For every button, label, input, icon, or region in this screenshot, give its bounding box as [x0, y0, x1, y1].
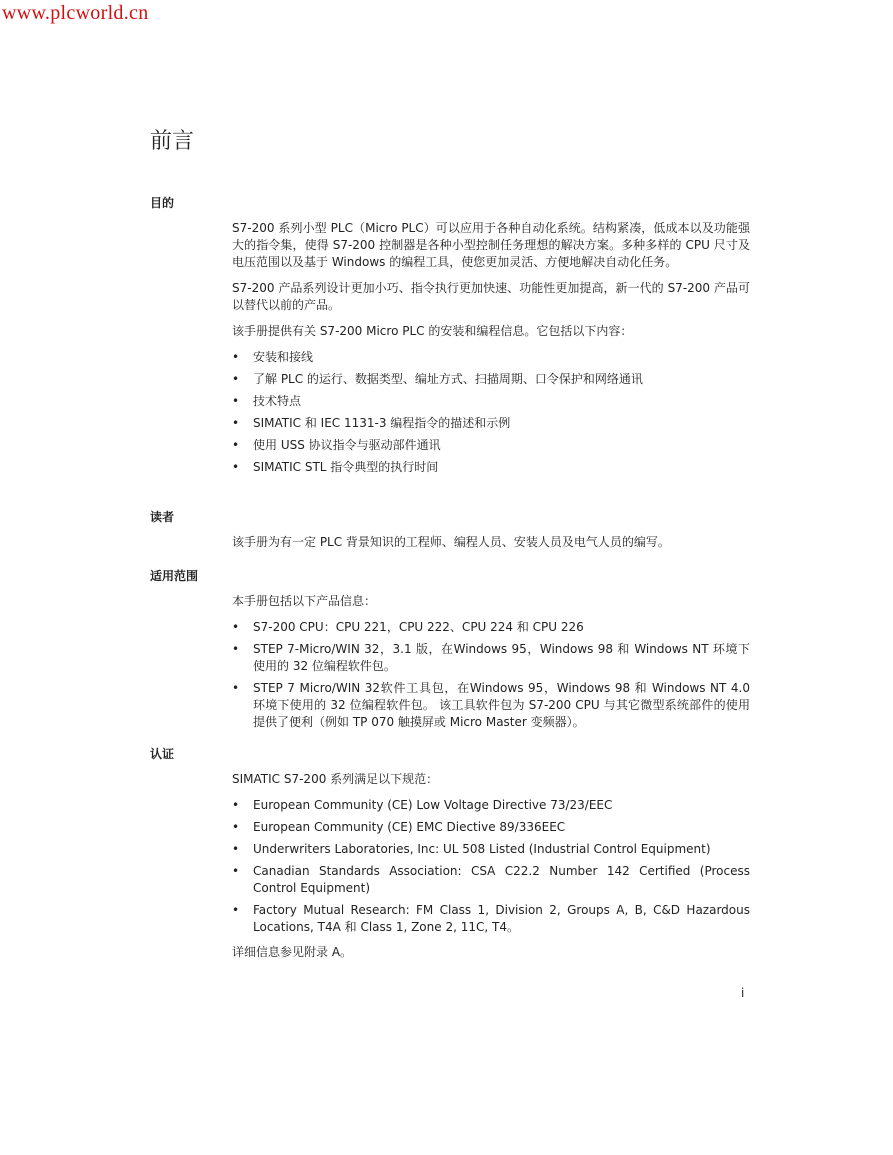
- paragraph: 详细信息参见附录 A。: [232, 945, 353, 959]
- bullet-icon: •: [232, 842, 240, 856]
- section-body-scope: [232, 593, 750, 736]
- paragraph: 该手册提供有关 S7-200 Micro PLC 的安装和编程信息。它包括以下内容：: [232, 324, 633, 338]
- bullet-icon: •: [232, 350, 240, 364]
- paragraph: S7-200 系列小型 PLC（Micro PLC）可以应用于各种自动化系统。结构紧凑，低成本以及功能强大的指令集，使得 S7-200 控制器是各种小型控制任务理想的解决方案。多种多样的 CPU 尺寸及电压范围以及基于 Windows 的编程工具，使您更加灵活、方便地解决自动化任务。: [232, 221, 750, 269]
- list-item: • 了解 PLC 的运行、数据类型、编址方式、扫描周期、口令保护和网络通讯: [232, 372, 643, 386]
- section-body-certification: [232, 771, 750, 970]
- section-heading-audience: 读者: [150, 510, 175, 524]
- list-item: • STEP 7 Micro/WIN 32软件工具包，在Windows 95，Windows 98 和 Windows NT 4.0 环境下使用的 32 位编程软件包。 该工具软件包为 S7-200 CPU 与其它微型系统部件的使用提供了便利（例如 TP 070 触摸屏或 Micro Master 变频器）。: [232, 681, 750, 729]
- list-item: • 技术特点: [232, 394, 302, 408]
- list-item: • European Community (CE) EMC Diective 89/336EEC: [232, 820, 566, 834]
- section-heading-purpose: 目的: [150, 196, 175, 210]
- paragraph: 本手册包括以下产品信息：: [232, 594, 377, 608]
- section-heading-scope: 适用范围: [150, 569, 199, 583]
- list-item: • Underwriters Laboratories, Inc: UL 508 Listed (Industrial Control Equipment): [232, 842, 711, 856]
- bullet-icon: •: [232, 820, 240, 834]
- section-body-purpose: [232, 220, 750, 481]
- bullet-list: [232, 349, 750, 476]
- bullet-icon: •: [232, 460, 240, 474]
- bullet-icon: •: [232, 864, 240, 878]
- bullet-icon: •: [232, 394, 240, 408]
- list-item: • Factory Mutual Research: FM Class 1, Division 2, Groups A, B, C&D Hazardous Locations, T4A 和 Class 1, Zone 2, 11C, T4。: [232, 903, 750, 934]
- page-title: 前言: [150, 129, 195, 154]
- bullet-icon: •: [232, 681, 240, 695]
- bullet-icon: •: [232, 438, 240, 452]
- list-item: • European Community (CE) Low Voltage Directive 73/23/EEC: [232, 798, 613, 812]
- bullet-icon: •: [232, 903, 240, 917]
- bullet-icon: •: [232, 642, 240, 656]
- list-item: • S7-200 CPU：CPU 221，CPU 222、CPU 224 和 CPU 226: [232, 620, 584, 634]
- list-item: • 使用 USS 协议指令与驱动部件通讯: [232, 438, 441, 452]
- list-item: • Canadian Standards Association: CSA C22.2 Number 142 Certified (Process Control Equipment): [232, 864, 750, 895]
- list-item: • SIMATIC 和 IEC 1131-3 编程指令的描述和示例: [232, 416, 511, 430]
- bullet-list: [232, 797, 750, 936]
- section-heading-certification: 认证: [150, 747, 175, 761]
- list-item: • STEP 7-Micro/WIN 32，3.1 版，在Windows 95，Windows 98 和 Windows NT 环境下使用的 32 位编程软件包。: [232, 642, 750, 673]
- bullet-icon: •: [232, 372, 240, 386]
- bullet-icon: •: [232, 620, 240, 634]
- page-number: i: [741, 986, 745, 1000]
- list-item: • SIMATIC STL 指令典型的执行时间: [232, 460, 439, 474]
- bullet-icon: •: [232, 416, 240, 430]
- section-body-audience: [232, 534, 750, 560]
- bullet-icon: •: [232, 798, 240, 812]
- bullet-list: [232, 619, 750, 731]
- paragraph: 该手册为有一定 PLC 背景知识的工程师、编程人员、安装人员及电气人员的编写。: [232, 535, 670, 549]
- paragraph: S7-200 产品系列设计更加小巧、指令执行更加快速、功能性更加提高，新一代的 S7-200 产品可以替代以前的产品。: [232, 281, 750, 312]
- watermark-url[interactable]: www.plcworld.cn: [2, 2, 149, 24]
- paragraph: SIMATIC S7-200 系列满足以下规范：: [232, 772, 439, 786]
- list-item: • 安装和接线: [232, 350, 314, 364]
